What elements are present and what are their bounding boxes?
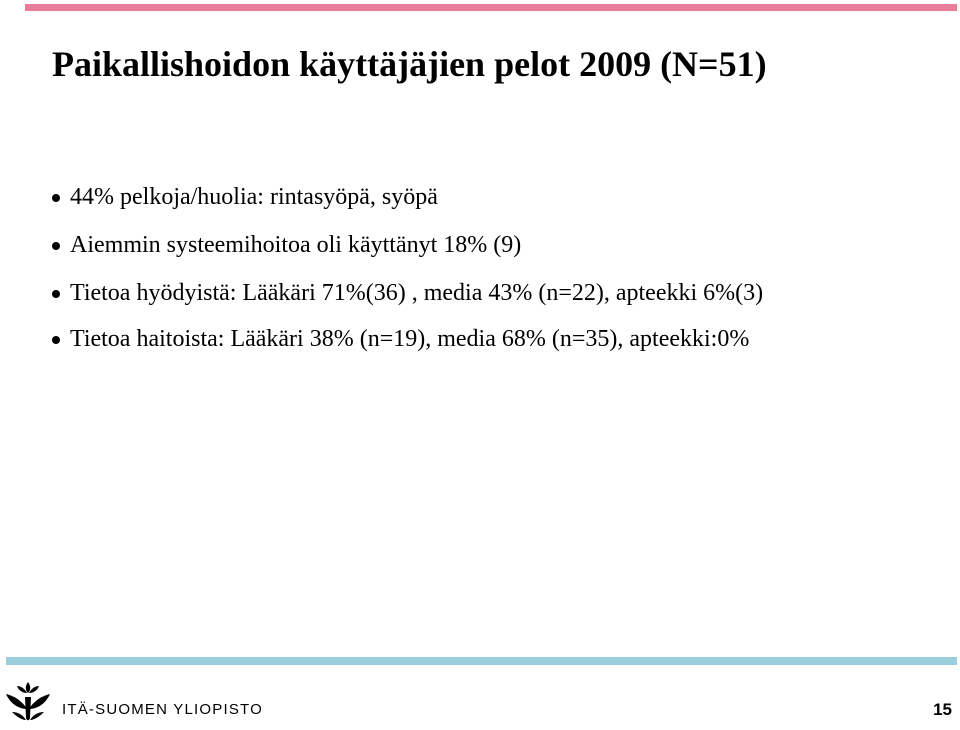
bullet-dot-icon (52, 194, 60, 202)
bullet-item (44, 229, 924, 261)
bullet-text: Tietoa haitoista: Lääkäri 38% (n=19), media 68% (n=35), apteekki:0% (70, 326, 750, 352)
bullet-text: Aiemmin systeemihoitoa oli käyttänyt 18% (9) (70, 232, 522, 258)
bullet-item (44, 181, 924, 213)
bullet-text: Tietoa hyödyistä: Lääkäri 71%(36) , media 43% (n=22), apteekki 6%(3) (70, 280, 764, 306)
university-name: ITÄ-SUOMEN YLIOPISTO (62, 701, 263, 718)
bullet-dot-icon (52, 336, 60, 344)
bullet-text: 44% pelkoja/huolia: rintasyöpä, syöpä (70, 184, 438, 210)
slide-title: Paikallishoidon käyttäjäjien pelot 2009 (N=51) (52, 44, 767, 84)
bullet-list (44, 181, 924, 371)
bullet-dot-icon (52, 290, 60, 298)
bullet-item (44, 277, 924, 309)
page-number: 15 (933, 700, 952, 719)
university-bird-logo-icon (4, 680, 52, 724)
bullet-dot-icon (52, 242, 60, 250)
top-accent-rule (25, 4, 957, 11)
bottom-accent-rule (6, 657, 957, 665)
bullet-item (44, 323, 924, 355)
